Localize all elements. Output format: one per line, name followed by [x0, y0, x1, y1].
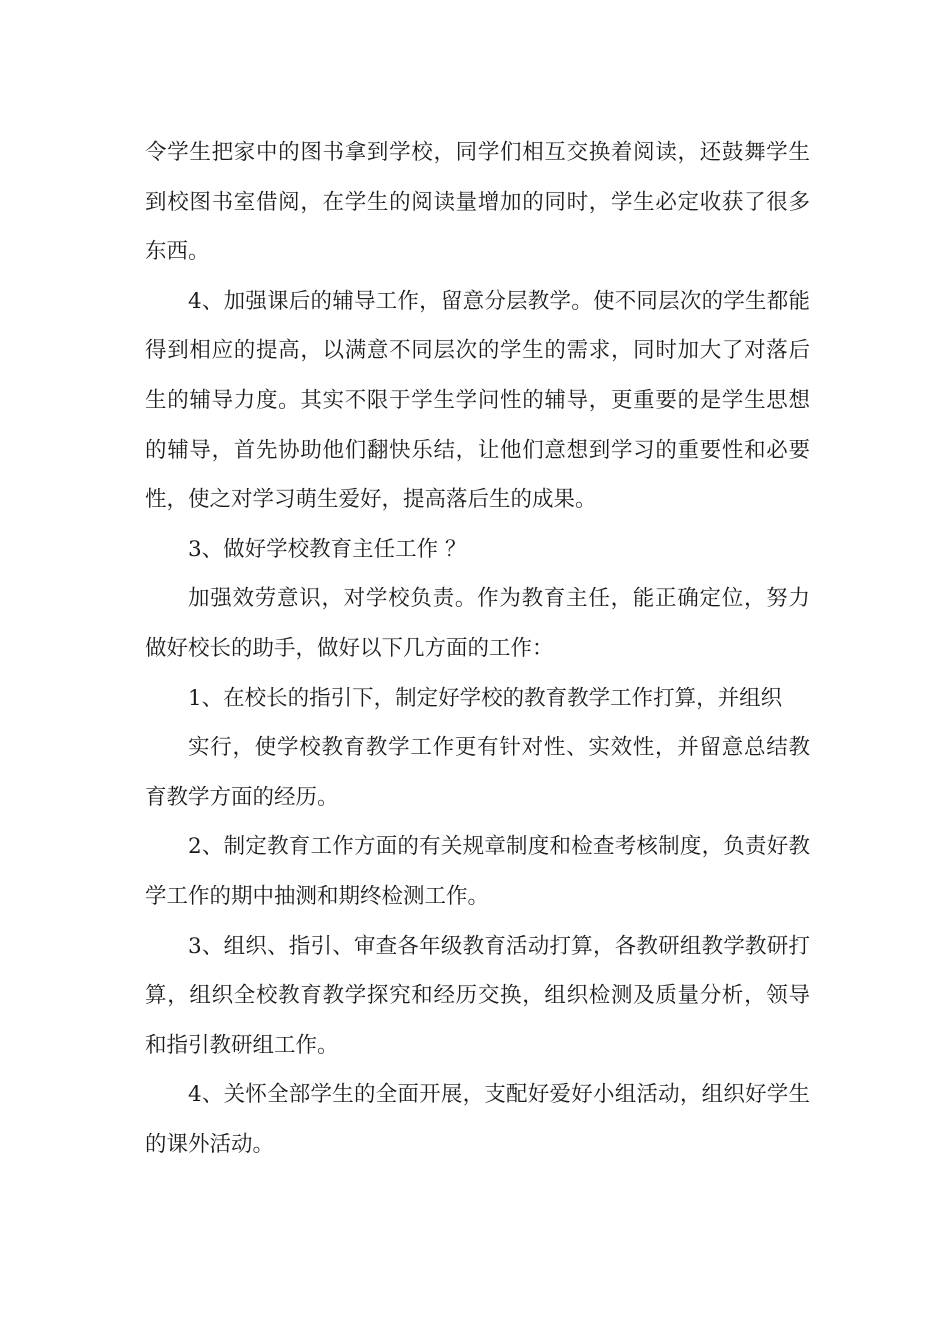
paragraph-item-4-tutoring: 4、加强课后的辅导工作，留意分层教学。使不同层次的学生都能得到相应的提高，以满意不同层次的学生的需求，同时加大了对落后生的辅导力度。其实不限于学生学问性的辅导，更重要的是学生思想的辅导，首先协助他们翻快乐结，让他们意想到学习的重要性和必要性，使之对学习萌生爱好，提高落后生的成果。	[145, 288, 810, 513]
paragraph-implementation: 实行，使学校教育教学工作更有针对性、实效性，并留意总结教育教学方面的经历。	[145, 735, 810, 810]
document-body	[145, 128, 810, 1169]
paragraph-item-1-plan: 1、在校长的指引下，制定好学校的教育教学工作打算，并组织	[188, 685, 783, 711]
paragraph-continued: 令学生把家中的图书拿到学校，同学们相互交换着阅读，还鼓舞学生到校图书室借阅，在学生的阅读量增加的同时，学生必定收获了很多东西。	[145, 140, 810, 265]
section-heading-3: 3、做好学校教育主任工作 ？	[188, 536, 467, 562]
paragraph-item-4-development: 4、关怀全部学生的全面开展，支配好爱好小组活动，组织好学生的课外活动。	[145, 1082, 810, 1157]
paragraph-service-awareness: 加强效劳意识，对学校负责。作为教育主任，能正确定位，努力做好校长的助手，做好以下几方面的工作：	[145, 586, 810, 661]
paragraph-item-3-organize: 3、组织、指引、审查各年级教育活动打算，各教研组教学教研打算，组织全校教育教学探究和经历交换，组织检测及质量分析，领导和指引教研组工作。	[145, 933, 810, 1058]
paragraph-item-2-rules: 2、制定教育工作方面的有关规章制度和检查考核制度，负责好教学工作的期中抽测和期终检测工作。	[145, 834, 810, 909]
